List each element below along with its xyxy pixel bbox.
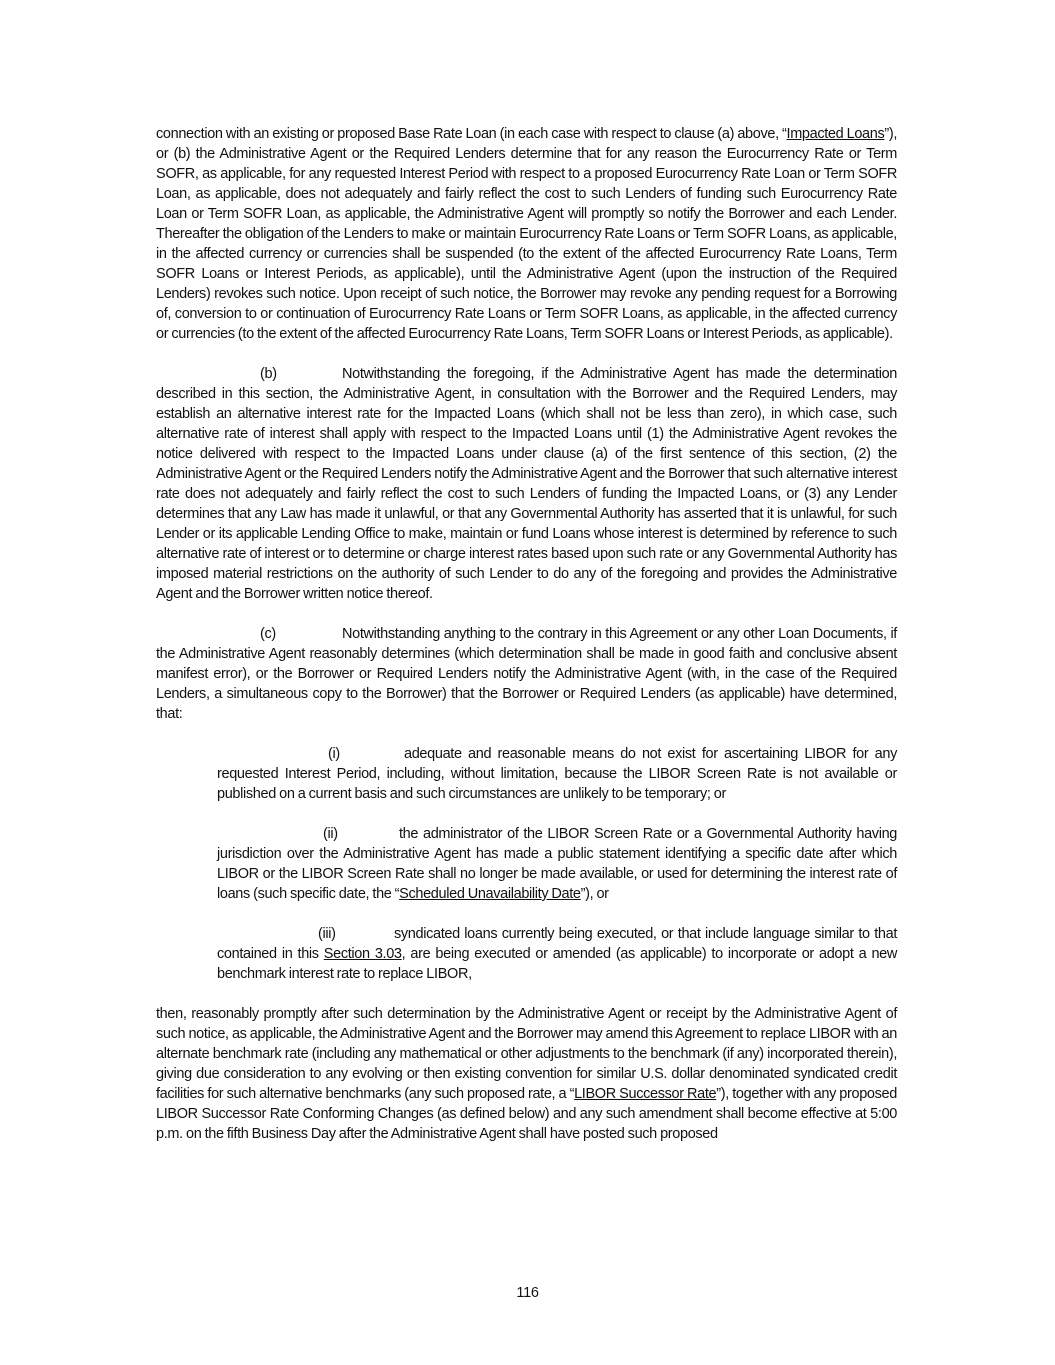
paragraph-then-text-2: ”), together with any proposed LIBOR Successor Rate Conforming Changes (as defined below) and any such amendment shall become effective at 5:00 p.m. on the fifth Business Day after the Administrative Agent shall have posted such proposed	[156, 1086, 897, 1142]
paragraph-then	[156, 1004, 897, 1144]
paragraph-a-text-2: ”), or (b) the Administrative Agent or the Required Lenders determine that for any reason the Eurocurrency Rate or Term SOFR, as applicable, for any requested Interest Period with respect to a proposed Eurocurrency Rate Loan or Term SOFR Loan, as applicable, does not adequately and fairly reflect the cost to such Lenders of funding such Eurocurrency Rate Loan or Term SOFR Loan, as applicable, the Administrative Agent will promptly so notify the Borrower and each Lender. Thereafter the obligation of the Lenders to make or maintain Eurocurrency Rate Loans or Term SOFR Loans, as applicable, in the affected currency or currencies shall be suspended (to the extent of the affected Eurocurrency Rate Loans, Term SOFR Loans or Interest Periods, as applicable), until the Administrative Agent (upon the instruction of the Required Lenders) revokes such notice. Upon receipt of such notice, the Borrower may revoke any pending request for a Borrowing of, conversion to or continuation of Eurocurrency Rate Loans or Term SOFR Loans, as applicable, in the affected currency or currencies (to the extent of the affected Eurocurrency Rate Loans, Term SOFR Loans or Interest Periods, as applicable).	[156, 126, 898, 342]
clause-iii-text-2: , are being executed or amended (as applicable) to incorporate or adopt a new benchmark interest rate to replace LIBOR,	[217, 946, 897, 982]
clause-ii	[217, 824, 897, 904]
defined-term-impacted-loans: Impacted Loans	[786, 126, 885, 142]
paragraph-a-text-1: connection with an existing or proposed Base Rate Loan (in each case with respect to clause (a) above, “	[156, 126, 787, 142]
clause-i-text: adequate and reasonable means do not exist for ascertaining LIBOR for any requested Interest Period, including, without limitation, because the LIBOR Screen Rate is not available or published on a current basis and such circumstances are unlikely to be temporary; or	[217, 746, 897, 802]
clause-ii-text-1: the administrator of the LIBOR Screen Rate or a Governmental Authority having jurisdiction over the Administrative Agent has made a public statement identifying a specific date after which LIBOR or the LIBOR Screen Rate shall no longer be made available, or used for determining the interest rate of loans (such specific date, the “	[217, 826, 897, 902]
paragraph-c-text: Notwithstanding anything to the contrary in this Agreement or any other Loan Documents, if the Administrative Agent reasonably determines (which determination shall be made in good faith and conclusive absent manifest error), or the Borrower or Required Lenders notify the Administrative Agent (with, in the case of the Required Lenders, a simultaneous copy to the Borrower) that the Borrower or Required Lenders (as applicable) have determined, that:	[156, 626, 897, 722]
clause-iii-label: (iii)	[318, 926, 336, 942]
defined-term-libor-successor-rate: LIBOR Successor Rate	[574, 1086, 717, 1102]
clause-i	[217, 744, 897, 804]
clause-ii-label: (ii)	[323, 826, 338, 842]
paragraph-b-text: Notwithstanding the foregoing, if the Administrative Agent has made the determination described in this section, the Administrative Agent, in consultation with the Borrower and the Required Lenders, may establish an alternative interest rate for the Impacted Loans (which shall not be less than zero), in which case, such alternative rate of interest shall apply with respect to the Impacted Loans until (1) the Administrative Agent revokes the notice delivered with respect to the Impacted Loans under clause (a) of the first sentence of this section, (2) the Administrative Agent or the Required Lenders notify the Administrative Agent and the Borrower that such alternative interest rate does not adequately and fairly reflect the cost to such Lenders of funding the Impacted Loans, or (3) any Lender determines that any Law has made it unlawful, or that any Governmental Authority has asserted that it is unlawful, for such Lender or its applicable Lending Office to make, maintain or fund Loans whose interest is determined by reference to such alternative rate of interest or to determine or charge interest rates based upon such rate or any Governmental Authority has imposed material restrictions on the authority of such Lender to do any of the foregoing and provides the Administrative Agent and the Borrower written notice thereof.	[156, 366, 897, 602]
paragraph-c	[156, 624, 897, 724]
clause-i-label: (i)	[328, 746, 340, 762]
paragraph-c-label: (c)	[260, 626, 276, 642]
clause-iii-text-1: syndicated loans currently being executed, or that include language similar to that contained in this	[217, 926, 897, 962]
document-page	[156, 124, 897, 1144]
paragraph-then-text-1: then, reasonably promptly after such determination by the Administrative Agent or receipt by the Administrative Agent of such notice, as applicable, the Administrative Agent and the Borrower may amend this Agreement to replace LIBOR with an alternate benchmark rate (including any mathematical or other adjustments to the benchmark (if any) incorporated therein), giving due consideration to any evolving or then existing convention for similar U.S. dollar denominated syndicated credit facilities for such alternative benchmarks (any such proposed rate, a “	[156, 1006, 897, 1102]
paragraph-b-label: (b)	[260, 366, 277, 382]
page-number: 116	[516, 1285, 539, 1301]
defined-term-scheduled-unavailability-date: Scheduled Unavailability Date	[399, 886, 581, 902]
paragraph-b	[156, 364, 897, 604]
clause-iii	[217, 924, 897, 984]
clause-ii-text-2: ”), or	[580, 886, 609, 902]
paragraph-a-continuation	[156, 124, 897, 344]
section-reference-link[interactable]: Section 3.03	[323, 946, 402, 962]
